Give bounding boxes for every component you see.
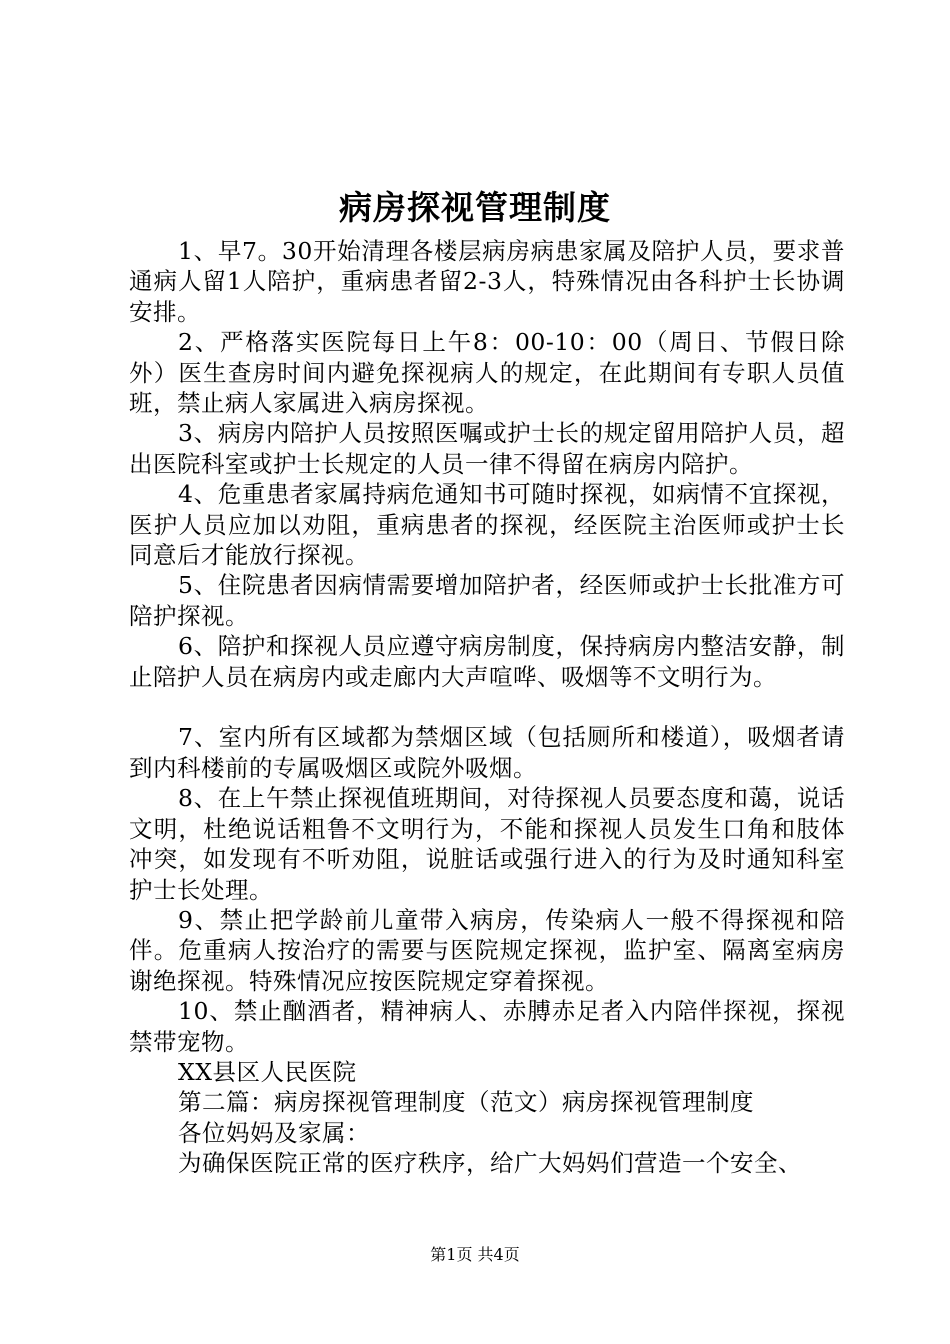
rule-paragraph-7: 7、室内所有区域都为禁烟区域（包括厕所和楼道），吸烟者请到内科楼前的专属吸烟区或院外吸烟。 <box>129 723 845 782</box>
rule-paragraph-2: 2、严格落实医院每日上午8：00-10：00（周日、节假日除外）医生查房时间内避免探视病人的规定，在此期间有专职人员值班，禁止病人家属进入病房探视。 <box>129 328 845 418</box>
hospital-signature: XX县区人民医院 <box>178 1057 357 1086</box>
rule-paragraph-3: 3、病房内陪护人员按照医嘱或护士长的规定留用陪护人员，超出医院科室或护士长规定的人员一律不得留在病房内陪护。 <box>129 419 845 478</box>
rule-paragraph-9: 9、禁止把学龄前儿童带入病房，传染病人一般不得探视和陪伴。危重病人按治疗的需要与医院规定探视，监护室、隔离室病房谢绝探视。特殊情况应按医院规定穿着探视。 <box>129 905 845 995</box>
page-footer: 第1页 共4页 <box>430 1245 520 1264</box>
rule-paragraph-4: 4、危重患者家属持病危通知书可随时探视，如病情不宜探视，医护人员应加以劝阻，重病患者的探视，经医院主治医师或护士长同意后才能放行探视。 <box>129 480 845 570</box>
intro-line: 为确保医院正常的医疗秩序，给广大妈妈们营造一个安全、 <box>178 1149 802 1178</box>
rule-paragraph-1: 1、早7。30开始清理各楼层病房病患家属及陪护人员，要求普通病人留1人陪护，重病患者留2-3人，特殊情况由各科护士长协调安排。 <box>129 237 845 326</box>
second-section-title: 第二篇：病房探视管理制度（范文）病房探视管理制度 <box>178 1088 754 1117</box>
rule-paragraph-6: 6、陪护和探视人员应遵守病房制度，保持病房内整洁安静，制止陪护人员在病房内或走廊内大声喧哗、吸烟等不文明行为。 <box>129 632 845 691</box>
rule-paragraph-8: 8、在上午禁止探视值班期间，对待探视人员要态度和蔼，说话文明，杜绝说话粗鲁不文明行为，不能和探视人员发生口角和肢体冲突，如发现有不听劝阻，说脏话或强行进入的行为及时通知科室护士长处理。 <box>129 784 845 904</box>
document-body <box>129 236 845 1179</box>
greeting-line: 各位妈妈及家属： <box>178 1118 370 1147</box>
rule-paragraph-10: 10、禁止酗酒者，精神病人、赤膊赤足者入内陪伴探视，探视禁带宠物。 <box>129 997 845 1056</box>
rule-paragraph-5: 5、住院患者因病情需要增加陪护者，经医师或护士长批准方可陪护探视。 <box>129 571 845 630</box>
document-title: 病房探视管理制度 <box>339 188 611 227</box>
